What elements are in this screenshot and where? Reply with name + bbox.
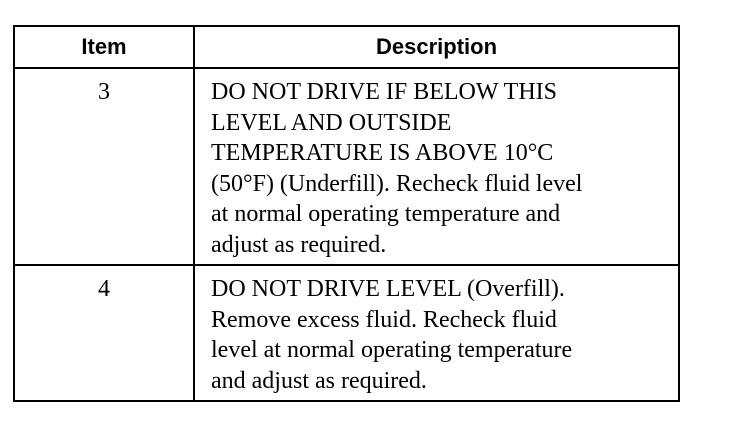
column-header-item: Item bbox=[15, 27, 195, 67]
description-cell: DO NOT DRIVE LEVEL (Overfill). Remove excess fluid. Recheck fluid level at normal operating temperature and adjust as required. bbox=[211, 276, 573, 394]
item-number-cell: 4 bbox=[15, 266, 195, 400]
description-cell: DO NOT DRIVE IF BELOW THIS LEVEL AND OUTSIDE TEMPERATURE IS ABOVE 10°C (50°F) (Underfill). Recheck fluid level at normal operating temperature and adjust as required. bbox=[211, 79, 583, 258]
table-row bbox=[15, 67, 678, 264]
column-header-description: Description bbox=[375, 34, 498, 59]
item-number-cell: 3 bbox=[15, 69, 195, 264]
table-header-row bbox=[15, 27, 678, 67]
table-row bbox=[15, 264, 678, 400]
fluid-level-table bbox=[13, 25, 680, 402]
